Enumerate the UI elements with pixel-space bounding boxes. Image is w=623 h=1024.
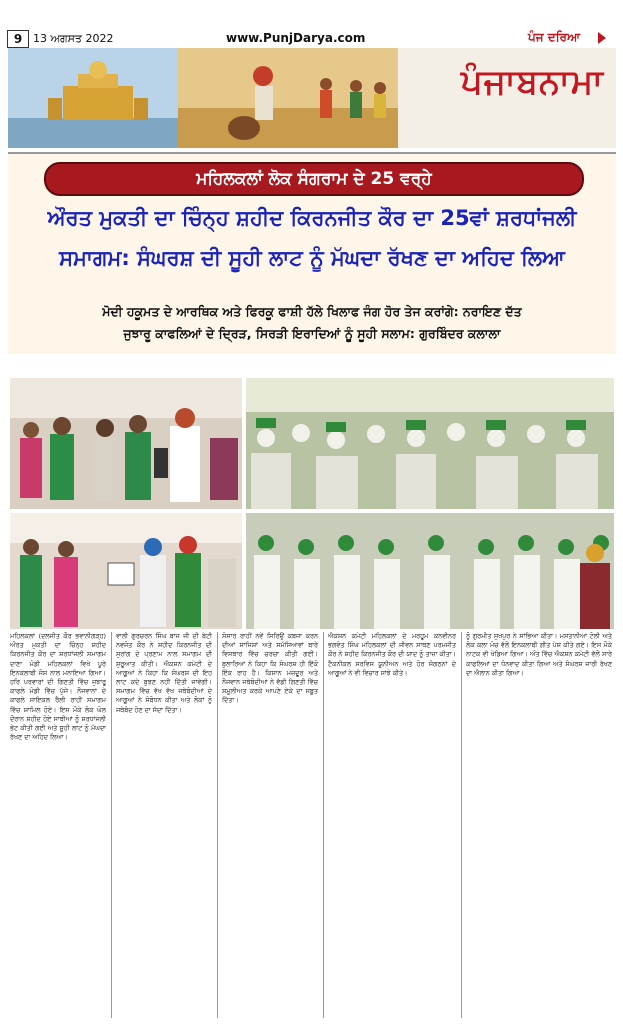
article-column-1 [10, 632, 106, 1018]
page-number: 9 [7, 30, 29, 48]
headline-line-1: ਔਰਤ ਮੁਕਤੀ ਦਾ ਚਿੰਨ੍ਹ ਸ਼ਹੀਦ ਕਿਰਨਜੀਤ ਕੌਰ ਦਾ 25ਵਾਂ ਸ਼ਰਧਾਂਜਲੀ [47, 206, 577, 230]
photo-seated-audience [246, 513, 614, 629]
column-text-2: ਵਾਲੀ ਗੁਰਚਰਨ ਸਿੰਘ ਬਾਜ ਜੀ ਦੀ ਬੇਟੀ ਨਵਜੋਤ ਕੌਰ ਨੇ ਸ਼ਹੀਦ ਕਿਰਨਜੀਤ ਦੀ ਸੁਰਾਂਗ ਦੇ ਪ੍ਰਣਾਮ ਨਾਲ ਸਮਾਗਮ ਦੀ ਸ਼ੁਰੂਆਤ ਕੀਤੀ। ਐਕਸ਼ਨ ਕਮੇਟੀ ਦੇ ਆਗੂਆਂ ਨੇ ਕਿਹਾ ਕਿ ਸੰਘਰਸ਼ ਦੀ ਇਹ ਲਾਟ ਕਦੇ ਬੁਝਣ ਨਹੀਂ ਦਿੱਤੀ ਜਾਵੇਗੀ। ਸਮਾਗਮ ਵਿੱਚ ਵੱਖ ਵੱਖ ਜਥੇਬੰਦੀਆਂ ਦੇ ਆਗੂਆਂ ਨੇ ਸੰਬੋਧਨ ਕੀਤਾ ਅਤੇ ਲੋਕਾਂ ਨੂੰ ਜਥੇਬੰਦ ਹੋਣ ਦਾ ਸੱਦਾ ਦਿੱਤਾ। [116, 632, 212, 714]
issue-date: 13 ਅਗਸਤ 2022 [33, 32, 114, 45]
headline-line-2: ਸਮਾਗਮ: ਸੰਘਰਸ਼ ਦੀ ਸੂਹੀ ਲਾਟ ਨੂੰ ਮੱਘਦਾ ਰੱਖਣ ਦਾ ਅਹਿਦ ਲਿਆ [59, 246, 565, 270]
page-header [0, 0, 623, 48]
subheadline-line-1: ਮੋਦੀ ਹਕੂਮਤ ਦੇ ਆਰਥਿਕ ਅਤੇ ਫਿਰਕੂ ਫਾਸ਼ੀ ਹੱਲੇ ਖਿਲਾਫ ਜੰਗ ਹੋਰ ਤੇਜ ਕਰਾਂਗੇ: ਨਰਾਇਣ ਦੱਤ [102, 304, 522, 319]
column-text-4: ਐਕਸ਼ਨ ਕਮੇਟੀ ਮਹਿਲਕਲਾਂ ਦੇ ਮਰਹੂਮ ਕਨਵੀਨਰ ਭਗਵੰਤ ਸਿੰਘ ਮਹਿਲਕਲਾਂ ਦੀ ਜੀਵਨ ਸਾਥਣ ਪਰਮਜੀਤ ਕੌਰ ਨੇ ਸ਼ਹੀਦ ਕਿਰਨਜੀਤ ਕੌਰ ਦੀ ਯਾਦ ਨੂੰ ਤਾਜ਼ਾ ਕੀਤਾ। ਟੈਕਨੀਕਲ ਸਰਵਿਸ ਯੂਨੀਅਨ ਅਤੇ ਹੋਰ ਸੰਗਠਨਾਂ ਦੇ ਆਗੂਆਂ ਨੇ ਵੀ ਵਿਚਾਰ ਸਾਂਝੇ ਕੀਤੇ। [328, 632, 456, 677]
article-column-3 [222, 632, 318, 1018]
website-link[interactable]: www.PunjDarya.com [226, 31, 366, 45]
column-divider [111, 632, 112, 1018]
column-text-3: ਸੰਸਾਰ ਰਾਹੀਂ ਨਵੇਂ ਸਿਰਿਉਂ ਕਬਜਾ ਕਰਨ ਦੀਆਂ ਸਾਜਿਸ਼ਾਂ ਅਤੇ ਸਮੱਸਿਆਵਾਂ ਬਾਰੇ ਵਿਸਥਾਰ ਵਿੱਚ ਚਰਚਾ ਕੀਤੀ ਗਈ। ਬੁਲਾਰਿਆਂ ਨੇ ਕਿਹਾ ਕਿ ਸੰਘਰਸ਼ ਹੀ ਇੱਕੋ ਇੱਕ ਰਾਹ ਹੈ। ਕਿਸਾਨ ਮਜ਼ਦੂਰ ਅਤੇ ਨੌਜਵਾਨ ਜਥੇਬੰਦੀਆਂ ਨੇ ਵੱਡੀ ਗਿਣਤੀ ਵਿੱਚ ਸ਼ਮੂਲੀਅਤ ਕਰਕੇ ਆਪਣੇ ਏਕੇ ਦਾ ਸਬੂਤ ਦਿੱਤਾ। [222, 632, 318, 705]
section-banner [8, 48, 616, 148]
headline-block [8, 152, 616, 354]
subheadline-line-2: ਜੁਝਾਰੂ ਕਾਫਲਿਆਂ ਦੇ ਦ੍ਰਿੜ, ਸਿਰੜੀ ਇਰਾਦਿਆਂ ਨੂੰ ਸੂਹੀ ਸਲਾਮ: ਗੁਰਬਿੰਦਰ ਕਲਾਲਾ [123, 326, 501, 341]
masthead-logo [528, 28, 608, 48]
column-divider [323, 632, 324, 1018]
photo-honour-ceremony [10, 513, 242, 629]
column-text-5: ਨੂੰ ਗੁਰਮੀਤ ਸੁਖਪੁਰ ਨੇ ਸਾਂਭਿਆ ਕੀਤਾ। ਮਸਤਾਨੀਆਂ ਟੋਲੀ ਅਤੇ ਲੋਕ ਕਲਾ ਮੰਚ ਵੱਲੋਂ ਇਨਕਲਾਬੀ ਗੀਤ ਪੇਸ਼ ਕੀਤੇ ਗਏ। ਇਸ ਮੌਕੇ ਨਾਟਕ ਵੀ ਖੇਡਿਆ ਗਿਆ। ਅੰਤ ਵਿੱਚ ਐਕਸ਼ਨ ਕਮੇਟੀ ਵੱਲੋਂ ਸਾਰੇ ਕਾਫਲਿਆਂ ਦਾ ਧੰਨਵਾਦ ਕੀਤਾ ਗਿਆ ਅਤੇ ਸੰਘਰਸ਼ ਜਾਰੀ ਰੱਖਣ ਦਾ ਐਲਾਨ ਕੀਤਾ ਗਿਆ। [466, 632, 612, 677]
column-divider [461, 632, 462, 1018]
logo-text: ਪੰਜ ਦਰਿਆ [528, 30, 581, 44]
column-divider [217, 632, 218, 1018]
photo-stage-icon [10, 378, 242, 509]
photo-crowd-icon [246, 378, 614, 509]
photo-stage-speakers [10, 378, 242, 509]
section-title: ਪੰਜਾਬਨਾਮਾ [460, 62, 604, 102]
photo-crowd-gathering [246, 378, 614, 509]
photo-audience-icon [246, 513, 614, 629]
article-column-2 [116, 632, 212, 1018]
article-body [10, 632, 614, 1018]
kicker-banner: ਮਹਿਲਕਲਾਂ ਲੋਕ ਸੰਗਰਾਮ ਦੇ 25 ਵਰ੍ਹੇ [44, 162, 584, 196]
photo-ceremony-icon [10, 513, 242, 629]
column-text-1: ਮਹਿਲਕਲਾਂ (ਦਲਜੀਤ ਕੌਰ ਭਵਾਨੀਗੜ੍ਹ) ਔਰਤ ਮੁਕਤੀ ਦਾ ਚਿੰਨ੍ਹ ਸ਼ਹੀਦ ਕਿਰਨਜੀਤ ਕੌਰ ਦਾ ਸ਼ਰਧਾਂਜਲੀ ਸਮਾਗਮ ਦਾਣਾ ਮੰਡੀ ਮਹਿਲਕਲਾਂ ਵਿਖੇ ਪੂਰੇ ਇਨਕਲਾਬੀ ਜੋਸ਼ ਨਾਲ ਮਨਾਇਆ ਗਿਆ। ਹਰਿ ਪਰਵਾਰਾਂ ਦੀ ਗਿਣਤੀ ਵਿੱਚ ਜੁਝਾਰੂ ਕਾਫਲੇ ਮੰਡੀ ਵਿੱਚ ਪੁੱਜੇ। ਨੌਜਵਾਨਾਂ ਦੇ ਕਾਫਲੇ ਸਾਇਕਲ ਰੈਲੀ ਰਾਹੀਂ ਸਮਾਗਮ ਵਿੱਚ ਸ਼ਾਮਿਲ ਹੋਏ। ਇਸ ਮੌਕੇ ਲੋਕ ਘੋਲ ਦੌਰਾਨ ਸ਼ਹੀਦ ਹੋਏ ਸਾਥੀਆਂ ਨੂੰ ਸ਼ਰਧਾਂਜਲੀ ਭੇਟ ਕੀਤੀ ਗਈ ਅਤੇ ਸੂਹੀ ਲਾਟ ਨੂੰ ਮੱਘਦਾ ਰੱਖਣ ਦਾ ਅਹਿਦ ਲਿਆ। [10, 632, 106, 742]
article-column-5 [466, 632, 612, 1018]
article-column-4 [328, 632, 456, 1018]
